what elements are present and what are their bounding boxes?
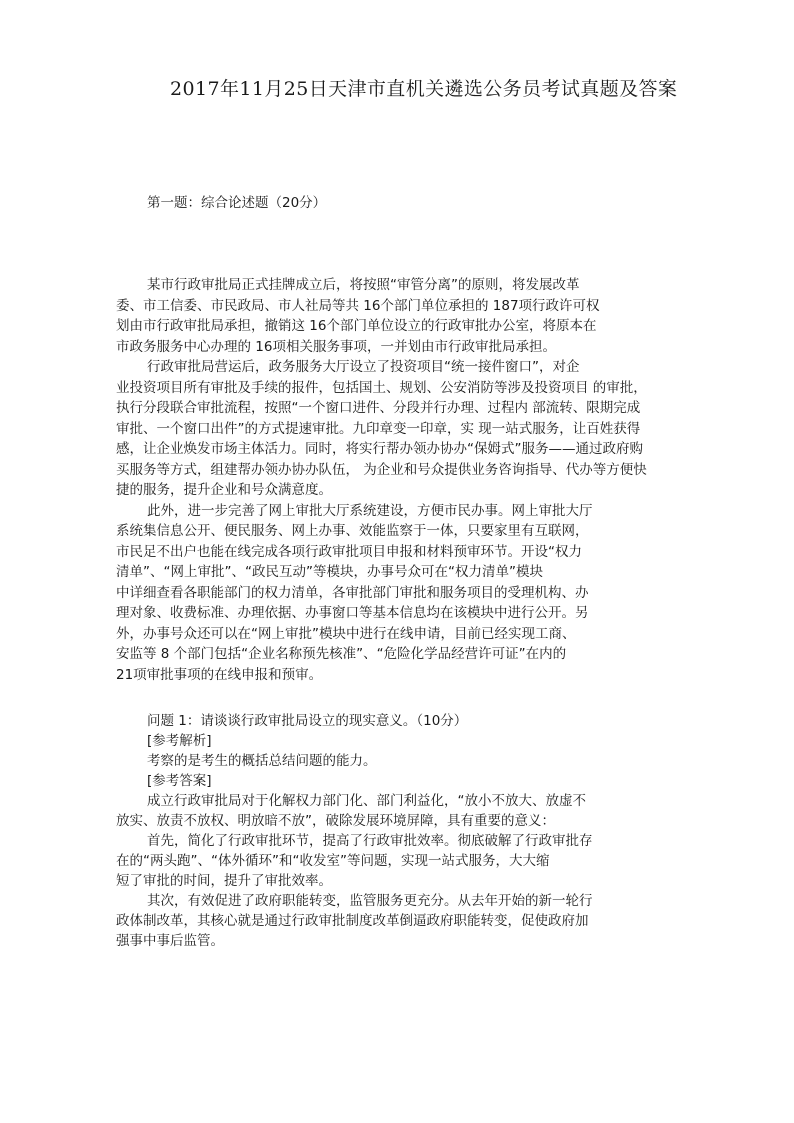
section-heading: 第一题：综合论述题（20分） — [147, 195, 327, 211]
material-line: 业投资项目所有审批及手续的报件，包括国土、规划、公安消防等涉及投资项目 的审批， — [116, 379, 647, 396]
qa-line: 政体制改革，其核心就是通过行政审批制度改革倒逼政府职能转变，促使政府加 — [116, 913, 589, 929]
qa-line: 首先，简化了行政审批环节，提高了行政审批效率。彻底破解了行政审批存 — [147, 833, 593, 849]
material-line: 安监等 8 个部门包括“企业名称预先核准”、“危险化学品经营许可证”在内的 — [116, 646, 567, 662]
qa-line: 成立行政审批局对于化解权力部门化、部门利益化，“放小不放大、放虚不 — [147, 793, 586, 809]
page-title: 2017年11月25日天津市直机关遴选公务员考试真题及答案 — [170, 78, 678, 100]
qa-line: [参考解析] — [147, 733, 212, 749]
material-line: 外，办事号众还可以在“网上审批”模块中进行在线申请，目前已经实现工商、 — [116, 625, 576, 642]
material-line: 委、市工信委、市民政局、市人社局等共 16个部门单位承担的 187项行政许可权 — [116, 297, 600, 314]
qa-line: 在的“两头跑”、“体外循环”和“收发室”等问题，实现一站式服务，大大缩 — [116, 853, 550, 869]
material-line: 审批、一个窗口出件”的方式提速审批。九印章变一印章，实 现一站式服务，让百姓获得 — [116, 420, 641, 437]
material-line: 划由市行政审批局承担，撤销这 16个部门单位设立的行政审批办公室，将原本在 — [116, 318, 597, 334]
material-line: 系统集信息公开、便民服务、网上办事、效能监察于一体，只要家里有互联网， — [116, 523, 589, 539]
material-line: 执行分段联合审批流程，按照“一个窗口进件、分段并行办理、过程内 部流转、限期完成 — [116, 400, 641, 416]
material-line: 感，让企业焕发市场主体活力。同时，将实行帮办领办协办“保姆式”服务——通过政府购 — [116, 441, 643, 457]
material-line: 理对象、收费标准、办理依据、办事窗口等基本信息均在该模块中进行公开。另 — [116, 605, 589, 621]
qa-line: 短了审批的时间，提升了审批效率。 — [116, 873, 332, 889]
material-line: 中详细查看各职能部门的权力清单，各审批部门审批和服务项目的受理机构、办 — [116, 584, 589, 601]
qa-line: 问题 1：请谈谈行政审批局设立的现实意义。（10分） — [147, 713, 468, 729]
material-line: 捷的服务，提升企业和号众满意度。 — [116, 482, 332, 498]
material-line: 清单”、“网上审批”、“政民互动”等模块，办事号众可在“权力清单”模块 — [116, 564, 543, 580]
material-line: 买服务等方式，组建帮办领办协办队伍， 为企业和号众提供业务咨询指导、代办等方便快 — [116, 461, 647, 478]
material-line: 行政审批局营运后，政务服务大厅设立了投资项目“统一接件窗口”，对企 — [147, 359, 580, 375]
qa-line: 考察的是考生的概括总结问题的能力。 — [147, 753, 377, 769]
material-text — [116, 275, 647, 685]
material-line: 21项审批事项的在线申报和预审。 — [116, 666, 323, 683]
material-line: 市政务服务中心办理的 16项相关服务事项，一并划由市行政审批局承担。 — [116, 338, 556, 355]
qa-line: 放实、放责不放权、明放暗不放”，破除发展环境屏障，具有重要的意义： — [116, 813, 555, 829]
material-line: 某市行政审批局正式挂牌成立后，将按照“审管分离”的原则，将发展改革 — [147, 277, 580, 293]
qa-line: [参考答案] — [147, 773, 212, 789]
qa-line: 强事中事后监管。 — [116, 933, 224, 949]
material-line: 市民足不出户也能在线完成各项行政审批项目申报和材料预审环节。开设“权力 — [116, 543, 582, 560]
qa-line: 其次，有效促进了政府职能转变，监管服务更充分。从去年开始的新一轮行 — [147, 893, 593, 909]
qa-section — [116, 711, 616, 951]
material-line: 此外，进一步完善了网上审批大厅系统建设，方便市民办事。网上审批大厅 — [147, 502, 593, 519]
